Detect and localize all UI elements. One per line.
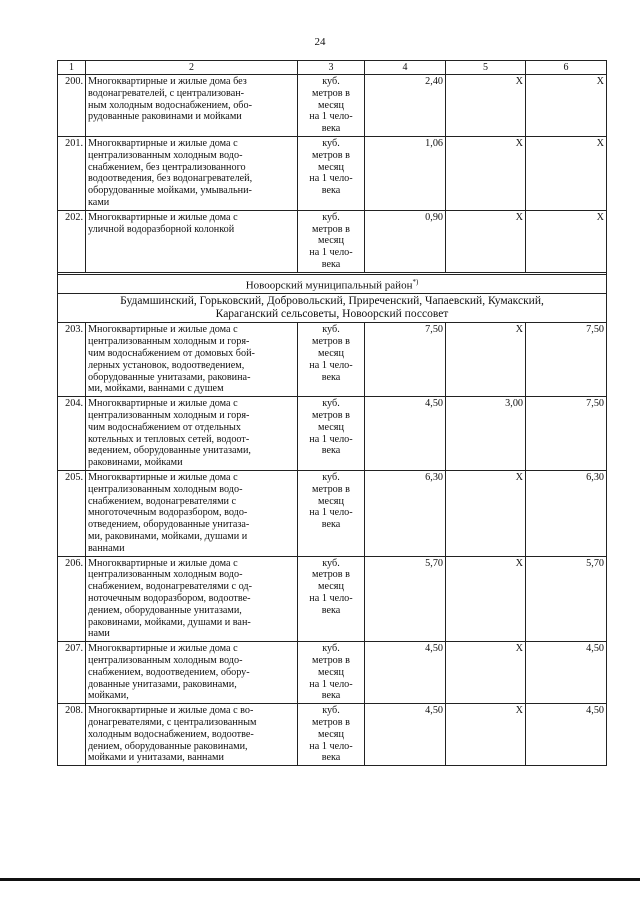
row-col-5: Х bbox=[446, 470, 526, 556]
description-line: рудованные раковинами и мойками bbox=[88, 111, 242, 123]
description-line: Многоквартирные и жилые дома с во- bbox=[88, 705, 254, 717]
table-row bbox=[58, 704, 607, 766]
row-number: 203. bbox=[58, 323, 86, 397]
unit-line: куб. bbox=[322, 137, 340, 149]
unit-line: метров в bbox=[312, 716, 350, 728]
row-col-5: Х bbox=[446, 704, 526, 766]
row-col-4: 0,90 bbox=[365, 210, 446, 272]
unit-line: куб. bbox=[322, 398, 340, 410]
page-number: 24 bbox=[314, 36, 326, 48]
description-line: многоточечным водоразбором, водо- bbox=[88, 507, 248, 519]
description-line: уличной водоразборной колонкой bbox=[88, 223, 235, 235]
description-line: Многоквартирные и жилые дома с bbox=[88, 471, 238, 483]
unit-line: века bbox=[321, 371, 341, 383]
description-line: отведением, оборудованные унитаза- bbox=[88, 519, 250, 531]
row-description bbox=[86, 642, 298, 704]
row-number: 200. bbox=[58, 75, 86, 137]
unit-line: месяц bbox=[318, 666, 344, 678]
unit-line: века bbox=[321, 690, 341, 702]
unit-line: метров в bbox=[312, 223, 350, 235]
section-title: Новоорский муниципальный район bbox=[245, 279, 413, 292]
description-line: Многоквартирные и жилые дома с bbox=[88, 643, 238, 655]
row-description bbox=[86, 397, 298, 471]
header-row bbox=[58, 61, 607, 75]
row-col-5: Х bbox=[446, 556, 526, 642]
unit-line: метров в bbox=[312, 569, 350, 581]
row-col-6: Х bbox=[526, 210, 607, 272]
row-col-5: 3,00 bbox=[446, 397, 526, 471]
description-line: дением, оборудованные раковинами, bbox=[88, 740, 248, 752]
description-line: ваннами bbox=[88, 542, 125, 554]
row-number: 204. bbox=[58, 397, 86, 471]
description-line: ным холодным водоснабжением, обо- bbox=[88, 99, 252, 111]
unit-line: куб. bbox=[322, 76, 340, 87]
unit-line: куб. bbox=[322, 643, 340, 655]
unit-line: куб. bbox=[322, 471, 340, 483]
unit-line: века bbox=[321, 604, 341, 616]
row-unit bbox=[298, 642, 365, 704]
row-col-4: 6,30 bbox=[365, 470, 446, 556]
description-line: централизованным холодным водо- bbox=[88, 654, 243, 666]
description-line: лерных установок, водоотведением, bbox=[88, 359, 245, 371]
row-col-6: 4,50 bbox=[526, 642, 607, 704]
row-unit bbox=[298, 397, 365, 471]
unit-line: века bbox=[321, 123, 341, 135]
row-col-6: 7,50 bbox=[526, 323, 607, 397]
row-unit bbox=[298, 556, 365, 642]
description-line: централизованным холодным водо- bbox=[88, 483, 243, 495]
row-description bbox=[86, 323, 298, 397]
row-number: 202. bbox=[58, 210, 86, 272]
row-col-5: Х bbox=[446, 323, 526, 397]
description-line: Многоквартирные и жилые дома с bbox=[88, 324, 238, 336]
row-description bbox=[86, 704, 298, 766]
row-col-4: 2,40 bbox=[365, 75, 446, 137]
table-row bbox=[58, 556, 607, 642]
footnote-mark: *) bbox=[412, 277, 419, 286]
table-row bbox=[58, 470, 607, 556]
unit-line: месяц bbox=[318, 495, 344, 507]
row-col-4: 7,50 bbox=[365, 323, 446, 397]
norms-table bbox=[57, 60, 607, 766]
unit-line: века bbox=[321, 258, 341, 270]
description-line: ками bbox=[88, 196, 110, 208]
table-row bbox=[58, 642, 607, 704]
header-col-3: 3 bbox=[298, 61, 365, 75]
unit-line: куб. bbox=[322, 211, 340, 223]
unit-line: на 1 чело- bbox=[309, 507, 353, 519]
row-unit bbox=[298, 210, 365, 272]
row-col-6: Х bbox=[526, 75, 607, 137]
row-col-4: 4,50 bbox=[365, 397, 446, 471]
description-line: централизованным холодным водо- bbox=[88, 569, 243, 581]
unit-line: на 1 чело- bbox=[309, 678, 353, 690]
description-line: дованные унитазами, раковинами, bbox=[88, 678, 237, 690]
unit-line: на 1 чело- bbox=[309, 359, 353, 371]
unit-line: куб. bbox=[322, 557, 340, 569]
row-description bbox=[86, 136, 298, 210]
table-row bbox=[58, 397, 607, 471]
description-line: централизованным холодным водо- bbox=[88, 149, 243, 161]
description-line: Многоквартирные и жилые дома с bbox=[88, 211, 238, 223]
row-col-6: Х bbox=[526, 136, 607, 210]
header-col-4: 4 bbox=[365, 61, 446, 75]
header-col-1: 1 bbox=[58, 61, 86, 75]
section-subtitle-row bbox=[58, 294, 607, 323]
row-col-6: 6,30 bbox=[526, 470, 607, 556]
unit-line: на 1 чело- bbox=[309, 592, 353, 604]
unit-line: века bbox=[321, 445, 341, 457]
description-line: Многоквартирные и жилые дома без bbox=[88, 76, 247, 87]
unit-line: на 1 чело- bbox=[309, 740, 353, 752]
unit-line: на 1 чело- bbox=[309, 247, 353, 259]
description-line: оборудованные мойками, умывальни- bbox=[88, 185, 252, 197]
row-number: 205. bbox=[58, 470, 86, 556]
row-col-4: 4,50 bbox=[365, 642, 446, 704]
description-line: раковинами, мойками, душами и ван- bbox=[88, 616, 251, 628]
unit-line: месяц bbox=[318, 728, 344, 740]
row-unit bbox=[298, 323, 365, 397]
unit-line: куб. bbox=[322, 705, 340, 717]
description-line: донагревателями, с централизованным bbox=[88, 716, 257, 728]
row-col-6: 5,70 bbox=[526, 556, 607, 642]
section-subtitle-line-2: Караганский сельсоветы, Новоорский поссовет bbox=[215, 308, 449, 321]
row-description bbox=[86, 470, 298, 556]
row-col-6: 7,50 bbox=[526, 397, 607, 471]
unit-line: метров в bbox=[312, 654, 350, 666]
description-line: мойками и унитазами, ваннами bbox=[88, 752, 224, 764]
row-col-5: Х bbox=[446, 642, 526, 704]
unit-line: метров в bbox=[312, 409, 350, 421]
unit-line: куб. bbox=[322, 324, 340, 336]
description-line: Многоквартирные и жилые дома с bbox=[88, 137, 238, 149]
description-line: мойками, bbox=[88, 690, 129, 702]
unit-line: на 1 чело- bbox=[309, 173, 353, 185]
header-col-6: 6 bbox=[526, 61, 607, 75]
row-col-4: 4,50 bbox=[365, 704, 446, 766]
description-line: котельных и тепловых сетей, водоот- bbox=[88, 433, 250, 445]
description-line: централизованным холодным и горя- bbox=[88, 336, 250, 348]
table-row bbox=[58, 75, 607, 137]
section-subtitle-line-1: Будамшинский, Горьковский, Добровольский, Приреченский, Чапаевский, Кумакский, bbox=[120, 295, 544, 308]
description-line: нами bbox=[88, 628, 110, 640]
row-number: 201. bbox=[58, 136, 86, 210]
description-line: чим водоснабжением от домовых бой- bbox=[88, 348, 255, 359]
row-description bbox=[86, 556, 298, 642]
row-number: 208. bbox=[58, 704, 86, 766]
row-col-5: Х bbox=[446, 210, 526, 272]
description-line: дением, оборудованные унитазами, bbox=[88, 604, 242, 616]
header-col-2: 2 bbox=[86, 61, 298, 75]
row-unit bbox=[298, 704, 365, 766]
bottom-rule bbox=[0, 878, 640, 881]
row-col-4: 1,06 bbox=[365, 136, 446, 210]
description-line: ми, мойками, ваннами с душем bbox=[88, 383, 224, 395]
row-description bbox=[86, 75, 298, 137]
description-line: Многоквартирные и жилые дома с bbox=[88, 398, 238, 410]
description-line: снабжением, водоотведением, обору- bbox=[88, 666, 250, 678]
unit-line: века bbox=[321, 519, 341, 531]
unit-line: метров в bbox=[312, 149, 350, 161]
row-unit bbox=[298, 470, 365, 556]
table-row bbox=[58, 136, 607, 210]
row-col-5: Х bbox=[446, 136, 526, 210]
unit-line: века bbox=[321, 752, 341, 764]
description-line: централизованным холодным и горя- bbox=[88, 409, 250, 421]
description-line: холодным водоснабжением, водоотве- bbox=[88, 728, 254, 740]
row-number: 207. bbox=[58, 642, 86, 704]
header-col-5: 5 bbox=[446, 61, 526, 75]
row-description bbox=[86, 210, 298, 272]
unit-line: месяц bbox=[318, 99, 344, 111]
row-col-6: 4,50 bbox=[526, 704, 607, 766]
unit-line: метров в bbox=[312, 87, 350, 99]
section-title-row bbox=[58, 274, 607, 294]
description-line: ноточечным водоразбором, водоотве- bbox=[88, 592, 251, 604]
unit-line: века bbox=[321, 185, 341, 197]
description-line: оборудованные унитазами, раковина- bbox=[88, 371, 251, 383]
unit-line: метров в bbox=[312, 336, 350, 348]
unit-line: месяц bbox=[318, 421, 344, 433]
description-line: снабжением, без централизованного bbox=[88, 161, 246, 173]
description-line: ведением, оборудованные унитазами, bbox=[88, 445, 251, 457]
unit-line: метров в bbox=[312, 483, 350, 495]
description-line: водоотведения, без водонагревателей, bbox=[88, 173, 253, 185]
description-line: снабжением, водонагревателями с од- bbox=[88, 581, 252, 593]
unit-line: месяц bbox=[318, 161, 344, 173]
row-col-4: 5,70 bbox=[365, 556, 446, 642]
unit-line: месяц bbox=[318, 581, 344, 593]
row-unit bbox=[298, 75, 365, 137]
description-line: раковинами, мойками bbox=[88, 457, 183, 469]
row-unit bbox=[298, 136, 365, 210]
table-row bbox=[58, 323, 607, 397]
description-line: снабжением, водонагревателями с bbox=[88, 495, 237, 507]
unit-line: месяц bbox=[318, 348, 344, 359]
unit-line: на 1 чело- bbox=[309, 433, 353, 445]
description-line: ми, раковинами, мойками, душами и bbox=[88, 530, 248, 542]
description-line: чим водоснабжением от отдельных bbox=[88, 421, 241, 433]
unit-line: на 1 чело- bbox=[309, 111, 353, 123]
description-line: водонагревателей, с централизован- bbox=[88, 87, 245, 99]
description-line: Многоквартирные и жилые дома с bbox=[88, 557, 238, 569]
row-number: 206. bbox=[58, 556, 86, 642]
row-col-5: Х bbox=[446, 75, 526, 137]
unit-line: месяц bbox=[318, 235, 344, 247]
table-row bbox=[58, 210, 607, 272]
